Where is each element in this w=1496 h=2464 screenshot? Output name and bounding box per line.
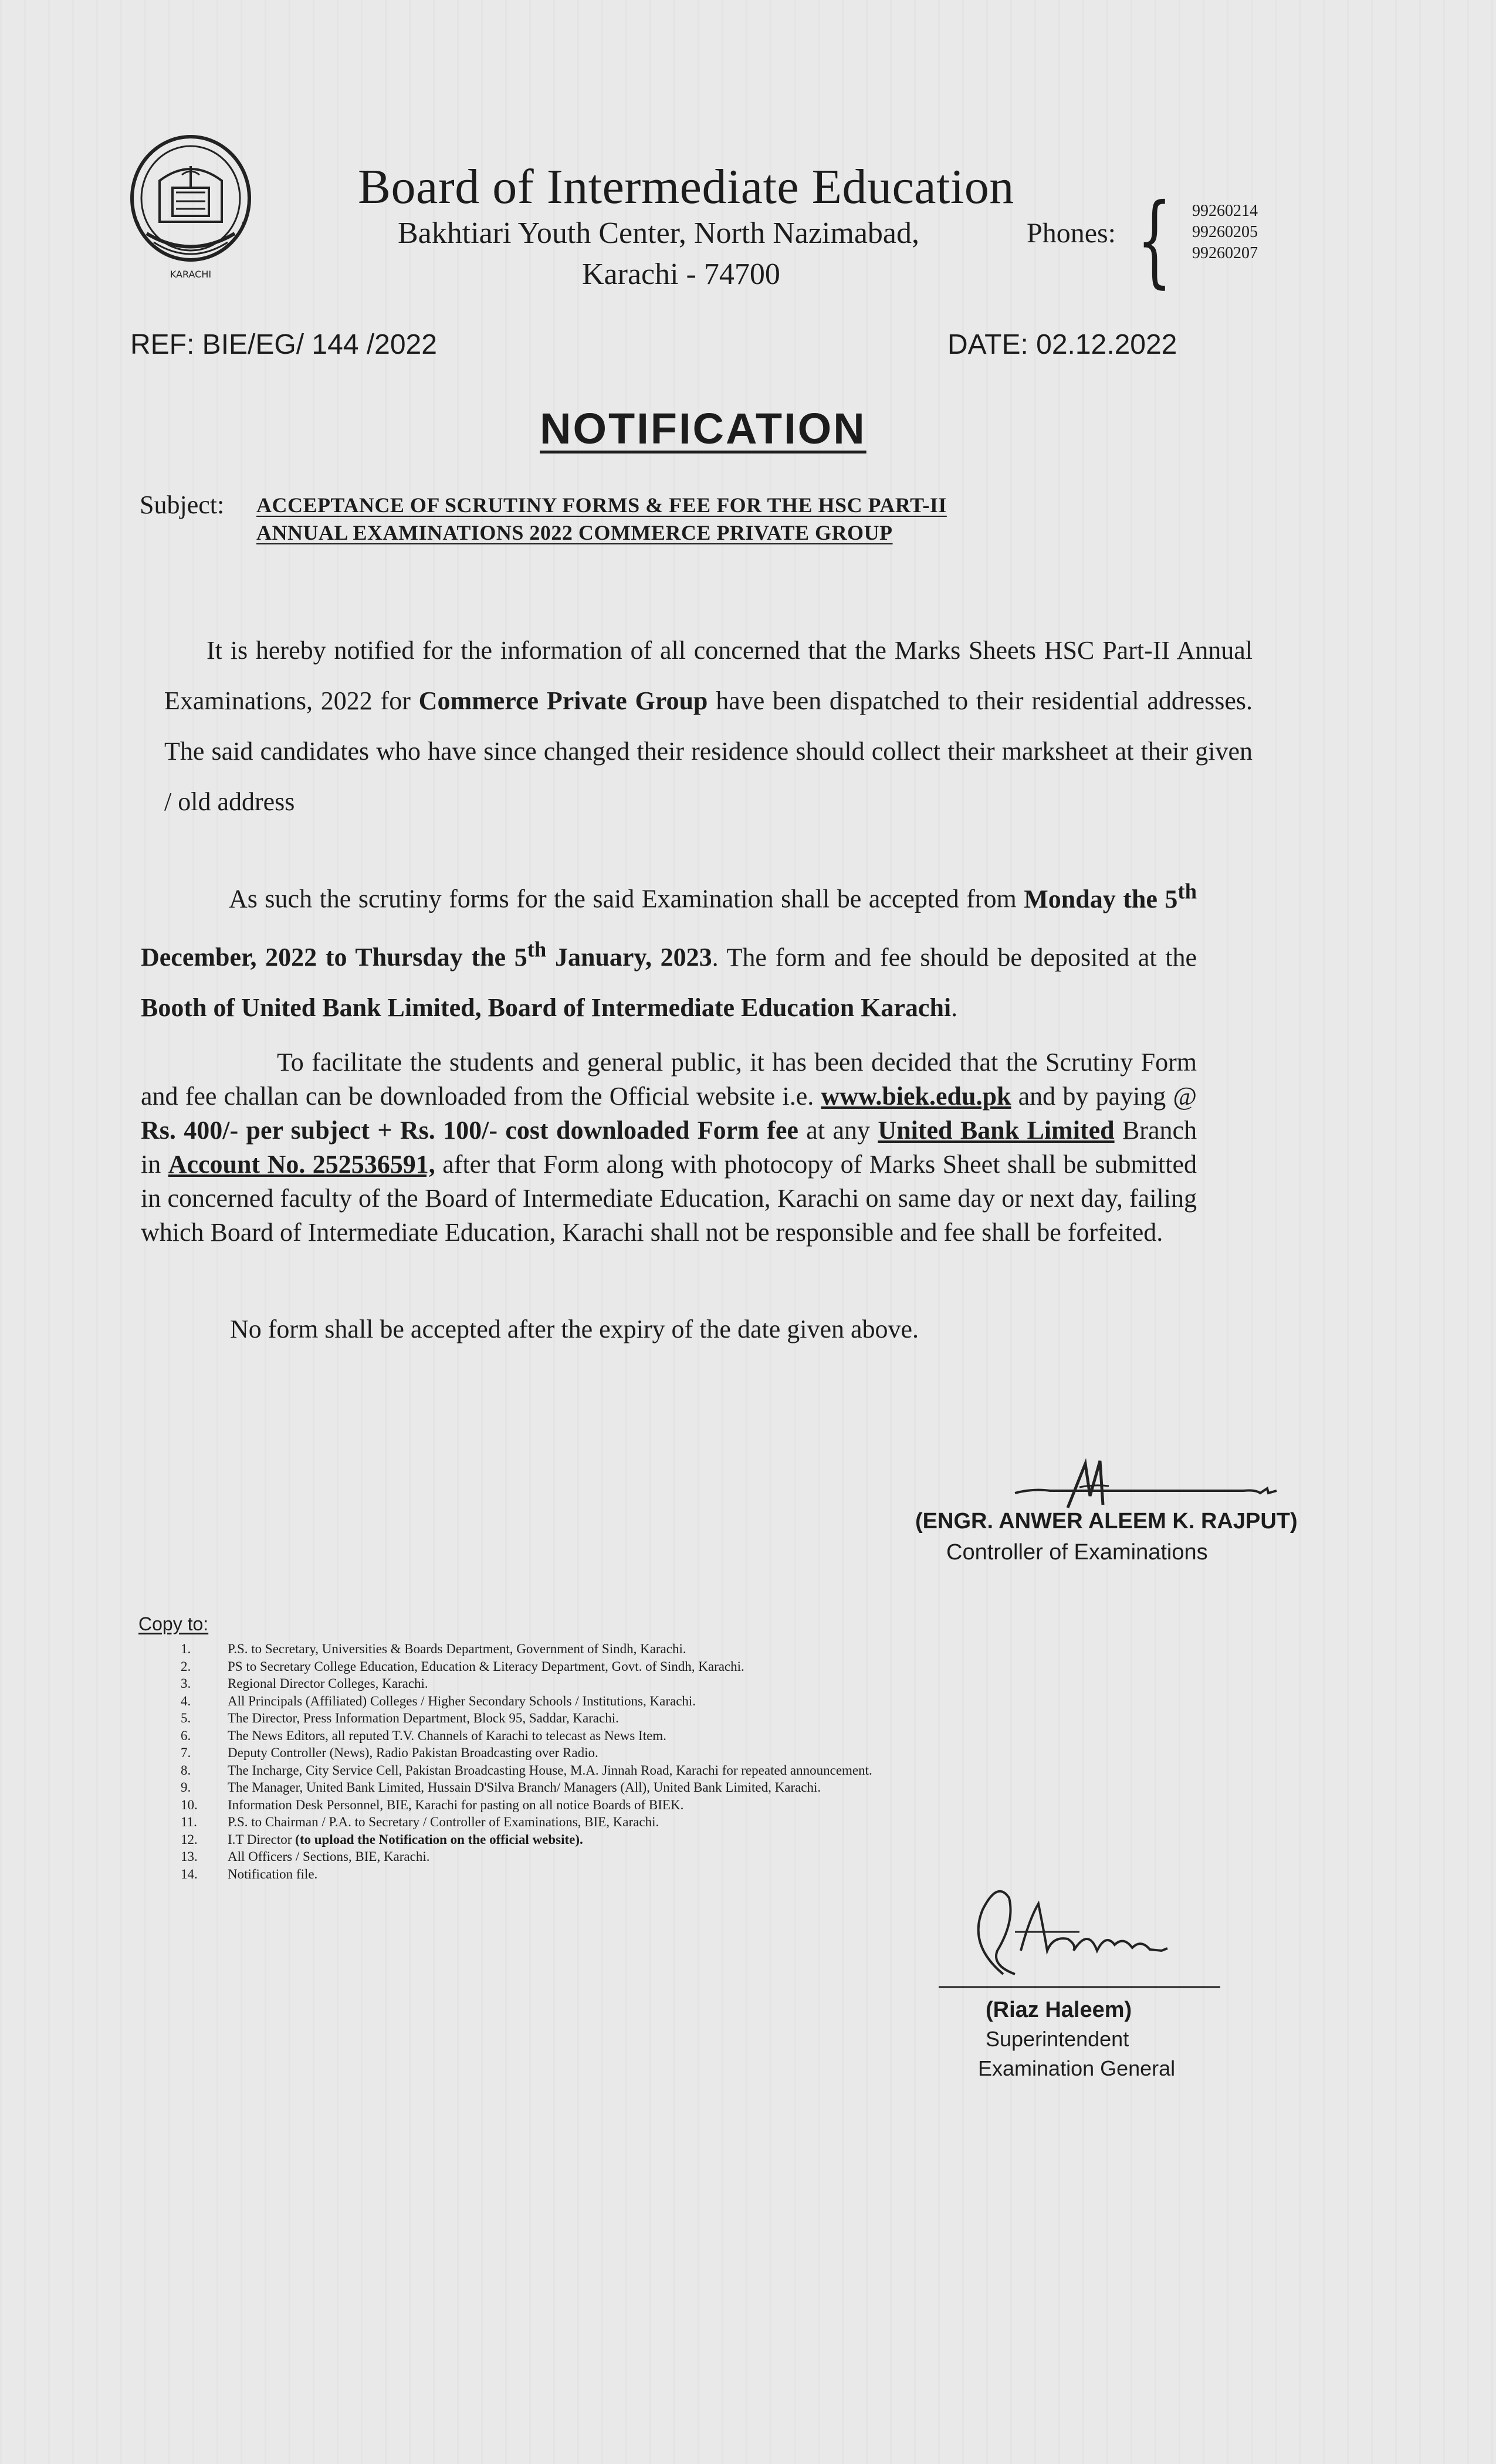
controller-title: Controller of Examinations bbox=[946, 1540, 1208, 1565]
p1-text: It is hereby notified for the information of all concerned that the Marks Sheets HSC Part-II Annual Examinations, 2022 for bbox=[164, 636, 1253, 715]
list-item: 6. The News Editors, all reputed T.V. Channels of Karachi to telecast as News Item. bbox=[181, 1728, 666, 1743]
list-item: 2. PS to Secretary College Education, Education & Literacy Department, Govt. of Sindh, Karachi. bbox=[181, 1659, 744, 1674]
p3-text: To facilitate the students and general public, it has been decided that the Scrutiny Form and fee challan can be downloaded from the Official website i.e. bbox=[141, 1048, 1197, 1111]
paragraph-3 bbox=[141, 1045, 1197, 1250]
board-name: Board of Intermediate Education bbox=[358, 160, 1014, 214]
website-link[interactable]: www.biek.edu.pk bbox=[821, 1082, 1011, 1111]
list-item: 11. P.S. to Chairman / P.A. to Secretary / Controller of Examinations, BIE, Karachi. bbox=[181, 1815, 659, 1829]
p2-text-2: . The form and fee should be deposited at the bbox=[712, 943, 1197, 972]
p2-text-3: . bbox=[951, 993, 958, 1023]
p3-text-2: and by paying @ bbox=[1011, 1082, 1197, 1111]
brace-glyph: { bbox=[1137, 182, 1172, 299]
list-item: 8. The Incharge, City Service Cell, Pakistan Broadcasting House, M.A. Jinnah Road, Karachi for repeated announcement. bbox=[181, 1762, 872, 1778]
superintendent-title: Superintendent bbox=[986, 2027, 1129, 2051]
list-item: 12. I.T Director (to upload the Notification on the official website). bbox=[181, 1832, 583, 1847]
subject-line-2: ANNUAL EXAMINATIONS 2022 COMMERCE PRIVATE GROUP bbox=[256, 521, 893, 544]
fee-amount: Rs. 400/- per subject + Rs. 100/- cost downloaded Form fee bbox=[141, 1116, 798, 1145]
notification-date: DATE: 02.12.2022 bbox=[947, 329, 1177, 360]
list-item: 13. All Officers / Sections, BIE, Karachi. bbox=[181, 1849, 430, 1864]
controller-name: (ENGR. ANWER ALEEM K. RAJPUT) bbox=[915, 1509, 1298, 1534]
list-item: 14. Notification file. bbox=[181, 1866, 318, 1881]
list-item: 7. Deputy Controller (News), Radio Pakistan Broadcasting over Radio. bbox=[181, 1745, 598, 1760]
p3-text-5: after that Form along with photocopy of Marks Sheet shall be submitted in concerned faculty of the Board of Intermediate Education, Karachi on same day or next day, failing which Board of Intermediate Education, Karachi shall not be responsible and fee shall be forfeited. bbox=[141, 1150, 1197, 1247]
list-item: 9. The Manager, United Bank Limited, Hussain D'Silva Branch/ Managers (All), United Bank Limited, Karachi. bbox=[181, 1780, 821, 1795]
superintendent-department: Examination General bbox=[978, 2056, 1176, 2080]
list-item: 1. P.S. to Secretary, Universities & Boards Department, Government of Sindh, Karachi. bbox=[181, 1641, 686, 1656]
p1-text-2: have been dispatched to their residential addresses. The said candidates who have since changed their residence should collect their marksheet at their given / old address bbox=[164, 686, 1253, 816]
bank-name: United Bank Limited bbox=[878, 1116, 1115, 1145]
notification-title: NOTIFICATION bbox=[540, 404, 867, 453]
p1-bold-group: Commerce Private Group bbox=[418, 686, 708, 715]
list-item: 5. The Director, Press Information Department, Block 95, Saddar, Karachi. bbox=[181, 1711, 619, 1725]
list-item: 3. Regional Director Colleges, Karachi. bbox=[181, 1676, 428, 1691]
address-line-2: Karachi - 74700 bbox=[582, 258, 780, 291]
subject-line-1: ACCEPTANCE OF SCRUTINY FORMS & FEE FOR THE HSC PART-II bbox=[256, 493, 947, 517]
phone-number: 99260205 bbox=[1192, 223, 1258, 241]
list-item: 4. All Principals (Affiliated) Colleges / Higher Secondary Schools / Institutions, Karachi. bbox=[181, 1693, 696, 1708]
p2-bank-booth: Booth of United Bank Limited, Board of Intermediate Education Karachi bbox=[141, 993, 952, 1023]
p2-text: As such the scrutiny forms for the said Examination shall be accepted from bbox=[229, 884, 1024, 913]
superintendent-signature bbox=[927, 1863, 1232, 1998]
account-number: Account No. 252536591, bbox=[168, 1150, 435, 1179]
paragraph-2 bbox=[141, 866, 1197, 1033]
copy-to-list bbox=[138, 1640, 872, 1883]
phones-label: Phones: bbox=[1027, 218, 1116, 249]
superintendent-name: (Riaz Haleem) bbox=[986, 1998, 1132, 2022]
phone-number: 99260214 bbox=[1192, 202, 1258, 220]
p3-text-3: at any bbox=[798, 1116, 878, 1145]
copy-to-label: Copy to: bbox=[138, 1613, 209, 1634]
p3-text-4: Branch in bbox=[141, 1116, 1197, 1179]
p2-date-range: Monday the 5th December, 2022 to Thursday the 5th January, 2023 bbox=[141, 879, 1197, 972]
address-line-1: Bakhtiari Youth Center, North Nazimabad, bbox=[398, 216, 919, 250]
paragraph-1 bbox=[164, 625, 1253, 827]
board-seal-logo bbox=[123, 134, 258, 287]
phone-number: 99260207 bbox=[1192, 244, 1258, 262]
reference-number: REF: BIE/EG/ 144 /2022 bbox=[130, 329, 437, 360]
subject-label: Subject: bbox=[140, 490, 225, 519]
phone-numbers bbox=[1192, 201, 1258, 264]
list-item: 10. Information Desk Personnel, BIE, Karachi for pasting on all notice Boards of BIEK. bbox=[181, 1797, 684, 1812]
logo-caption: KARACHI bbox=[170, 269, 212, 280]
paragraph-4: No form shall be accepted after the expiry of the date given above. bbox=[230, 1315, 919, 1343]
